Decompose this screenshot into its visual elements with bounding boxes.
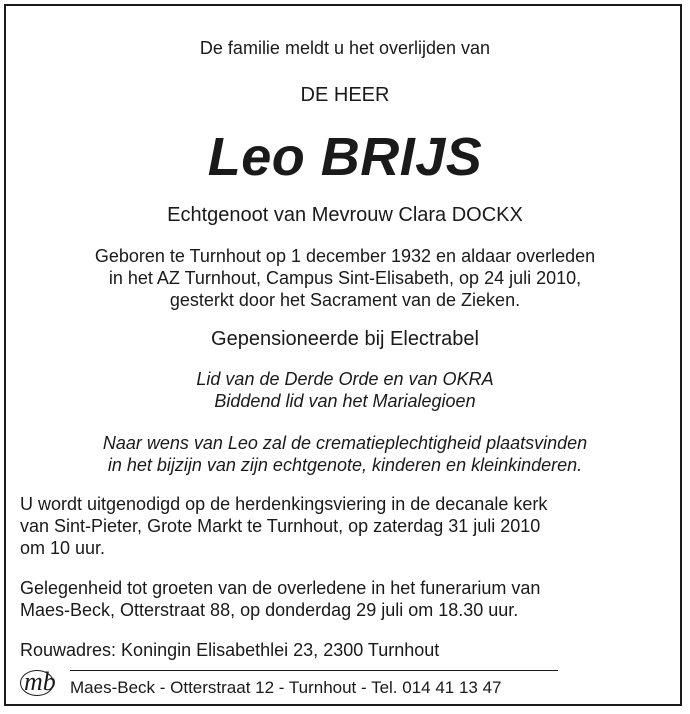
spouse-line: Echtgenoot van Mevrouw Clara DOCKX [167, 204, 523, 226]
birth-death-line: in het AZ Turnhout, Campus Sint-Elisabeth, op 24 juli 2010, [108, 268, 582, 288]
mourning-address: Rouwadres: Koningin Elisabethlei 23, 2300 Turnhout [20, 640, 440, 660]
wish-line: Naar wens van Leo zal de crematieplechtigheid plaatsvinden [102, 433, 588, 453]
ceremony-line: om 10 uur. [20, 538, 106, 558]
birth-death-line: gesterkt door het Sacrament van de Zieken. [169, 290, 521, 310]
footer-divider [70, 670, 558, 671]
membership-line: Lid van de Derde Orde en van OKRA [196, 369, 494, 389]
funeral-home-logo-icon [18, 668, 58, 700]
honorific: DE HEER [300, 84, 390, 106]
occupation-line: Gepensioneerde bij Electrabel [211, 328, 479, 350]
viewing-line: Gelegenheid tot groeten van de overledene in het funerarium van [20, 578, 541, 598]
ceremony-line: U wordt uitgenodigd op de herdenkingsviering in de decanale kerk [20, 494, 548, 514]
membership-line: Biddend lid van het Marialegioen [214, 391, 476, 411]
wish-line: in het bijzijn van zijn echtgenote, kinderen en kleinkinderen. [107, 455, 583, 475]
funeral-home-contact: Maes-Beck - Otterstraat 12 - Turnhout - Tel. 014 41 13 47 [70, 678, 502, 697]
viewing-line: Maes-Beck, Otterstraat 88, op donderdag 29 juli om 18.30 uur. [20, 600, 519, 620]
deceased-name: Leo BRIJS [207, 127, 483, 187]
ceremony-line: van Sint-Pieter, Grote Markt te Turnhout, op zaterdag 31 juli 2010 [20, 516, 541, 536]
intro-text: De familie meldt u het overlijden van [199, 38, 491, 58]
logo-text: mb [24, 667, 56, 696]
birth-death-line: Geboren te Turnhout op 1 december 1932 en aldaar overleden [94, 246, 596, 266]
